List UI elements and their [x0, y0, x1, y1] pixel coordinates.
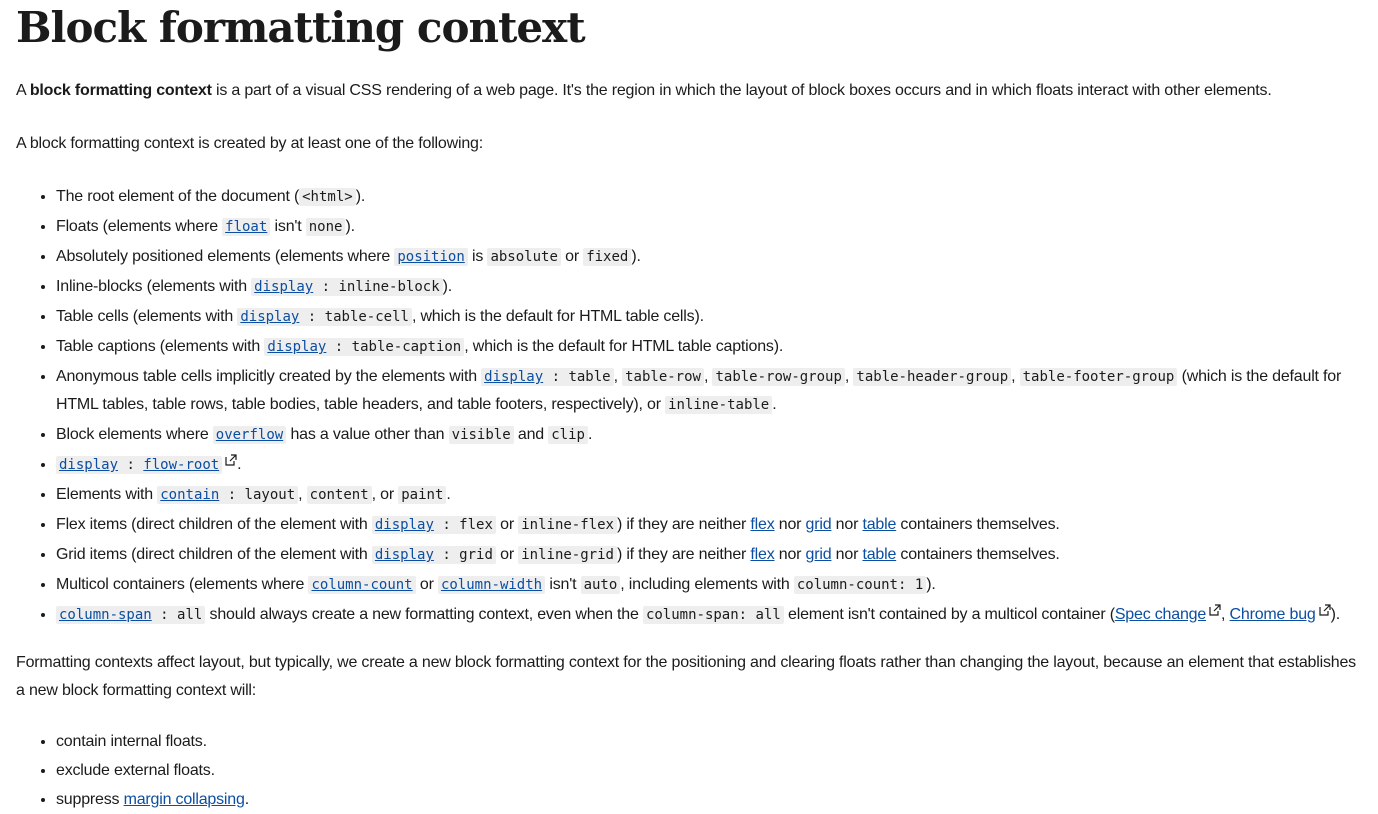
text: ).	[1330, 606, 1340, 623]
link-grid[interactable]: grid	[805, 546, 832, 563]
text: Inline-blocks (elements with	[56, 278, 252, 295]
code-column-count: column-count	[308, 576, 415, 594]
intro-rest: is a part of a visual CSS rendering of a web page. It's the region in which the layout of block boxes occurs and in which floats interact with other elements.	[211, 82, 1272, 99]
separator: ,	[613, 368, 623, 385]
external-link-icon	[1319, 604, 1331, 616]
code-overflow: overflow	[213, 426, 286, 444]
code-paint: paint	[398, 486, 446, 504]
text: or	[560, 248, 584, 265]
text: .	[587, 426, 593, 443]
text: containers themselves.	[896, 546, 1060, 563]
intro-paragraph	[16, 77, 1362, 105]
text: ).	[355, 188, 366, 205]
link-overflow[interactable]	[213, 426, 286, 443]
external-link-icon	[225, 454, 237, 466]
text: Anonymous table cells implicitly created by the elements with	[56, 368, 482, 385]
code-clip: clip	[548, 426, 588, 444]
text: nor	[774, 516, 806, 533]
text: , including elements with	[620, 576, 794, 593]
text: Multicol containers (elements where	[56, 576, 309, 593]
text: ,	[1221, 606, 1230, 623]
list-item-contain-floats: • contain internal floats.	[56, 727, 1362, 756]
list-item-multicol	[56, 570, 1362, 599]
link-display[interactable]: display	[484, 369, 544, 385]
text: Absolutely positioned elements (elements where	[56, 248, 395, 265]
text: has a value other than	[286, 426, 449, 443]
text: containers themselves.	[896, 516, 1060, 533]
link-column-span[interactable]: column-span	[59, 607, 152, 623]
link-grid[interactable]: grid	[805, 516, 832, 533]
list-item-overflow	[56, 420, 1362, 449]
code-grid: : grid	[442, 547, 493, 563]
separator: or	[495, 546, 519, 563]
text: Block elements where	[56, 426, 213, 443]
code-inline-table: inline-table	[665, 396, 772, 414]
code-content: content	[307, 486, 372, 504]
code-float: float	[222, 218, 270, 236]
link-flex[interactable]: flex	[750, 546, 775, 563]
list-item-root	[56, 182, 1362, 211]
link-column-count[interactable]	[308, 576, 415, 593]
separator: or	[495, 516, 519, 533]
text: .	[446, 486, 451, 503]
code-inline-flex: inline-flex	[518, 516, 617, 534]
separator: :	[118, 457, 144, 473]
text: The root element of the document (	[56, 188, 300, 205]
text: Grid items (direct children of the element with	[56, 546, 372, 563]
text: .	[237, 456, 242, 473]
code-position: position	[394, 248, 467, 266]
text: isn't	[270, 218, 306, 235]
code-none: none	[306, 218, 346, 236]
link-spec-change[interactable]: Spec change	[1114, 606, 1207, 623]
text: and	[513, 426, 549, 443]
link-table[interactable]: table	[862, 546, 897, 563]
separator: ,	[298, 486, 307, 503]
list-item-column-span	[56, 600, 1362, 629]
code-table-cell: : table-cell	[307, 309, 409, 325]
text: ).	[631, 248, 641, 265]
text: element isn't contained by a multicol container (	[783, 606, 1115, 623]
text: or	[415, 576, 438, 593]
text: .	[244, 791, 249, 808]
text: Flex items (direct children of the element with	[56, 516, 372, 533]
link-display[interactable]: display	[374, 547, 434, 563]
link-display[interactable]: display	[374, 517, 434, 533]
code-table-header-group: table-header-group	[853, 368, 1011, 386]
code-table: : table	[551, 369, 611, 385]
list-item-flex	[56, 510, 1362, 539]
text: suppress	[56, 791, 124, 808]
text: , which is the default for HTML table captions).	[464, 338, 784, 355]
text: ).	[926, 576, 936, 593]
code-layout: : layout	[227, 487, 296, 503]
separator: , or	[371, 486, 399, 503]
separator: ,	[703, 368, 713, 385]
text: ).	[442, 278, 453, 295]
code-table-footer-group: table-footer-group	[1020, 368, 1178, 386]
list-item-inline-blocks	[56, 272, 1362, 301]
intro-term: block formatting context	[29, 82, 212, 99]
link-flow-root[interactable]: flow-root	[143, 457, 220, 473]
effects-list	[16, 727, 1362, 814]
list-item-table-cells	[56, 302, 1362, 331]
code-column-span-all: column-span: all	[643, 606, 784, 624]
text: nor	[774, 546, 806, 563]
text: , which is the default for HTML table cells).	[411, 308, 704, 325]
link-display[interactable]: display	[267, 339, 327, 355]
link-table[interactable]: table	[862, 516, 897, 533]
text: .	[772, 396, 777, 413]
text: Table cells (elements with	[56, 308, 238, 325]
code-absolute: absolute	[487, 248, 560, 266]
created-by-paragraph: A block formatting context is created by at least one of the following:	[16, 135, 483, 152]
link-chrome-bug[interactable]: Chrome bug	[1229, 606, 1316, 623]
link-flex[interactable]: flex	[750, 516, 775, 533]
formatting-paragraph: Formatting contexts affect layout, but typically, we create a new block formatting context for the positioning and clearing floats rather than changing the layout, because an element that establishes a new block formatting context will:	[16, 654, 1356, 699]
code-column-width: column-width	[438, 576, 545, 594]
code-table-caption: : table-caption	[334, 339, 462, 355]
list-item-flow-root	[56, 450, 1362, 479]
text: ) if they are neither	[616, 546, 751, 563]
code-auto: auto	[581, 576, 621, 594]
text: Floats (elements where	[56, 218, 223, 235]
list-item-absolute	[56, 242, 1362, 271]
code-inline-grid: inline-grid	[518, 546, 617, 564]
text: (which is the default for HTML tables, table rows, table bodies, table headers, and table footers, respectively), or	[56, 368, 1342, 413]
code-table-row-group: table-row-group	[712, 368, 844, 386]
link-display[interactable]: display	[254, 279, 314, 295]
text: ) if they are neither	[616, 516, 751, 533]
list-item-grid	[56, 540, 1362, 569]
external-link-icon	[1209, 604, 1221, 616]
text: Elements with	[56, 486, 158, 503]
code-fixed: fixed	[583, 248, 631, 266]
separator: ,	[1011, 368, 1020, 385]
separator: ,	[844, 368, 854, 385]
text: Table captions (elements with	[56, 338, 265, 355]
link-position[interactable]	[394, 248, 467, 265]
list-item-suppress-margin	[56, 785, 1362, 814]
text: ).	[345, 218, 355, 235]
article	[0, 4, 1378, 814]
code-column-count-1: column-count: 1	[794, 576, 926, 594]
list-item-floats	[56, 212, 1362, 241]
text: should always create a new formatting context, even when the	[205, 606, 643, 623]
code-html: <html>	[299, 188, 356, 206]
page-title: Block formatting context	[16, 3, 585, 52]
code-all: : all	[160, 607, 203, 623]
list-item-table-captions	[56, 332, 1362, 361]
link-display[interactable]: display	[240, 309, 300, 325]
text: nor	[831, 516, 863, 533]
list-item-contain	[56, 480, 1362, 509]
text: is	[467, 248, 488, 265]
link-margin-collapsing[interactable]: margin collapsing	[123, 791, 245, 808]
intro-lead: A	[16, 82, 30, 99]
code-inline-block: : inline-block	[321, 279, 440, 295]
code-visible: visible	[449, 426, 514, 444]
link-column-width[interactable]	[438, 576, 545, 593]
list-item-anonymous-cells	[56, 362, 1362, 419]
code-table-row: table-row	[622, 368, 704, 386]
text: nor	[831, 546, 863, 563]
list-item-exclude-floats: • exclude external floats.	[56, 756, 1362, 785]
bfc-list	[16, 182, 1362, 629]
text: isn't	[545, 576, 581, 593]
link-float[interactable]	[222, 218, 270, 235]
link-contain[interactable]: contain	[160, 487, 220, 503]
link-display[interactable]: display	[59, 457, 119, 473]
code-flex: : flex	[442, 517, 493, 533]
